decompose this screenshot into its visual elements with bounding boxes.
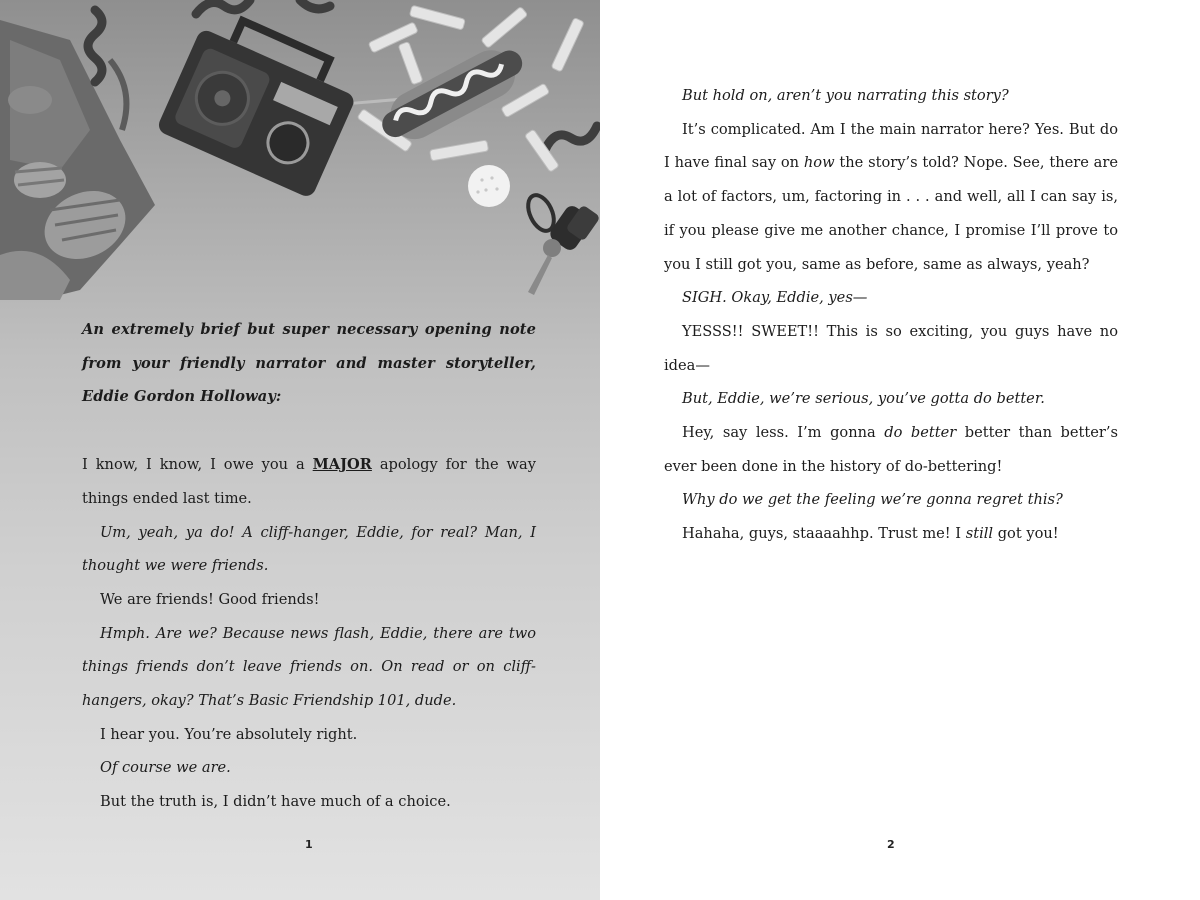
paragraph: But hold on, aren’t you narrating this story?	[682, 87, 1009, 104]
page-number: 2	[887, 838, 895, 851]
car-keys-icon	[523, 191, 600, 295]
paragraph: Of course we are.	[100, 759, 231, 777]
illustration-collage	[0, 0, 600, 300]
paragraph: I know, I know, I owe you a MAJOR apology for the way things ended last time.	[82, 456, 536, 507]
right-page-text	[664, 79, 1118, 551]
left-page-text	[82, 313, 536, 819]
paragraph: We are friends! Good friends!	[100, 590, 320, 608]
paragraph: Hey, say less. I’m gonna do better better than better’s ever been done in the history of do-bettering!	[664, 424, 1118, 475]
opening-note-heading: An extremely brief but super necessary opening note from your friendly narrator and master storyteller, Eddie Gordon Holloway:	[82, 321, 536, 406]
hawaiian-shirt-icon	[0, 20, 155, 300]
paragraph: Hmph. Are we? Because news flash, Eddie, there are two things friends don’t leave friends on. On read or on cliff-hangers, okay? That’s Basic Friendship 101, dude.	[82, 624, 536, 710]
paragraph: SIGH. Okay, Eddie, yes—	[682, 289, 868, 307]
paragraph: But the truth is, I didn’t have much of a choice.	[100, 793, 451, 811]
paragraph: Um, yeah, ya do! A cliff-hanger, Eddie, for real? Man, I thought we were friends.	[82, 523, 536, 575]
paragraph: Why do we get the feeling we’re gonna regret this?	[682, 491, 1063, 509]
page-number: 1	[305, 838, 313, 851]
hot-dog-icon	[373, 37, 532, 152]
emphasis-major: MAJOR	[312, 456, 372, 474]
golf-ball-icon	[468, 165, 510, 207]
paragraph: It’s complicated. Am I the main narrator here? Yes. But do I have final say on how the story’s told? Nope. See, there are a lot of factors, um, factoring in . . . and well, all I can say is, if you please give me another chance, I promise I’ll prove to you I still got you, same as before, same as always, yeah?	[664, 120, 1118, 273]
paragraph: YESSS!! SWEET!! This is so exciting, you guys have no idea—	[664, 322, 1118, 374]
paragraph: I hear you. You’re absolutely right.	[100, 725, 358, 743]
paragraph: Hahaha, guys, staaaahhp. Trust me! I still got you!	[682, 525, 1059, 543]
right-page	[600, 0, 1200, 900]
paragraph: But, Eddie, we’re serious, you’ve gotta do better.	[682, 390, 1045, 408]
